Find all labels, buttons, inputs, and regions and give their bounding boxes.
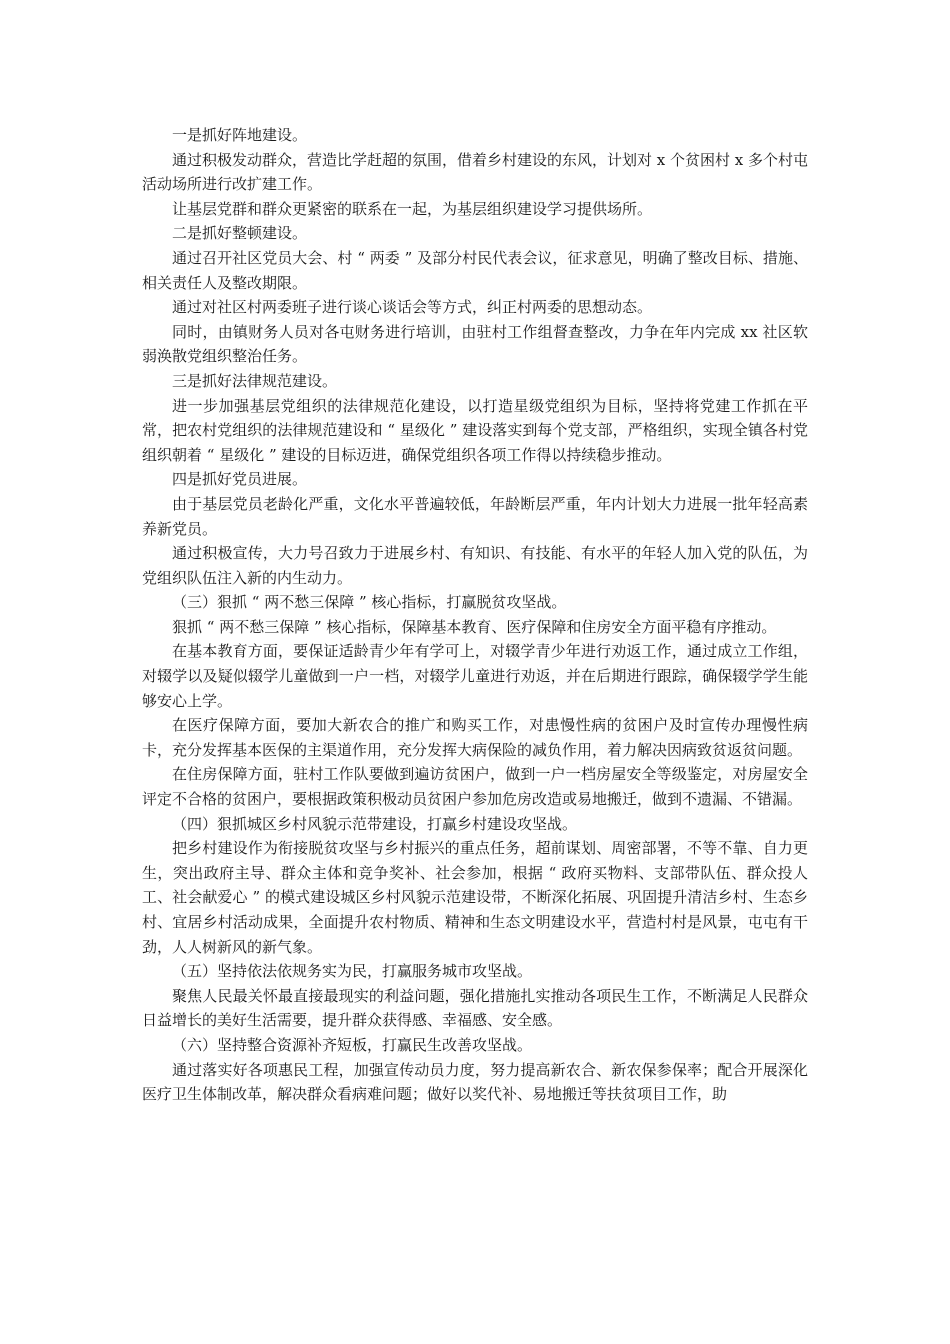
paragraph: 通过落实好各项惠民工程，加强宣传动员力度，努力提高新农合、新农保参保率；配合开展深化医疗卫生体制改革，解决群众看病难问题；做好以奖代补、易地搬迁等扶贫项目工作，助	[142, 1060, 808, 1104]
section-heading: （六）坚持整合资源补齐短板，打赢民生改善攻坚战。	[172, 1035, 533, 1054]
paragraph: 通过对社区村两委班子进行谈心谈话会等方式，纠正村两委的思想动态。	[172, 298, 653, 317]
section-heading: （五）坚持依法依规务实为民，打赢服务城市攻坚战。	[172, 962, 533, 981]
paragraph: 由于基层党员老龄化严重，文化水平普遍较低，年龄断层严重，年内计划大力进展一批年轻高素养新党员。	[142, 494, 808, 538]
paragraph: 同时，由镇财务人员对各屯财务进行培训，由驻村工作组督查整改，力争在年内完成 xx 社区软弱涣散党组织整治任务。	[142, 322, 808, 366]
paragraph: 二是抓好整顿建设。	[172, 224, 308, 243]
paragraph: 四是抓好党员进展。	[172, 470, 308, 489]
paragraph: 在住房保障方面，驻村工作队要做到遍访贫困户，做到一户一档房屋安全等级鉴定，对房屋安全评定不合格的贫困户，要根据政策积极动员贫困户参加危房改造或易地搬迁，做到不遗漏、不错漏。	[142, 765, 808, 809]
section-heading: （四）狠抓城区乡村风貌示范带建设，打赢乡村建设攻坚战。	[172, 814, 578, 833]
paragraph: 让基层党群和群众更紧密的联系在一起，为基层组织建设学习提供场所。	[172, 199, 653, 218]
paragraph: 一是抓好阵地建设。	[172, 126, 308, 144]
paragraph: 把乡村建设作为衔接脱贫攻坚与乡村振兴的重点任务，超前谋划、周密部署，不等不靠、自力更生，突出政府主导、群众主体和竞争奖补、社会参加，根据 “ 政府买物料、支部带队伍、群众投人工、社会献爱心 ” 的模式建设城区乡村风貌示范建设带，不断深化拓展、巩固提升清洁乡村、生态乡村、宜居乡村活动成果，全面提升农村物质、精神和生态文明建设水平，营造村村是风景，屯屯有干劲，人人树新风的新气象。	[142, 839, 808, 956]
paragraph: 在医疗保障方面，要加大新农合的推广和购买工作，对患慢性病的贫困户及时宣传办理慢性病卡，充分发挥基本医保的主渠道作用，充分发挥大病保险的减负作用，着力解决因病致贫返贫问题。	[142, 716, 808, 759]
section-heading: （三）狠抓 “ 两不愁三保障 ” 核心指标，打赢脱贫攻坚战。	[172, 593, 567, 612]
paragraph: 通过积极宣传，大力号召致力于进展乡村、有知识、有技能、有水平的年轻人加入党的队伍，为党组织队伍注入新的内生动力。	[142, 544, 808, 587]
paragraph: 狠抓 “ 两不愁三保障 ” 核心指标，保障基本教育、医疗保障和住房安全方面平稳有序推动。	[172, 617, 777, 636]
paragraph: 聚焦人民最关怀最直接最现实的利益问题，强化措施扎实推动各项民生工作，不断满足人民群众日益增长的美好生活需要，提升群众获得感、幸福感、安全感。	[142, 986, 808, 1030]
paragraph: 在基本教育方面，要保证适龄青少年有学可上，对辍学青少年进行劝返工作，通过成立工作组，对辍学以及疑似辍学儿童做到一户一档，对辍学儿童进行劝返，并在后期进行跟踪，确保辍学学生能够安心上学。	[142, 642, 808, 710]
paragraph: 三是抓好法律规范建设。	[172, 371, 338, 390]
paragraph: 通过积极发动群众，营造比学赶超的氛围，借着乡村建设的东风，计划对 x 个贫困村 x 多个村屯活动场所进行改扩建工作。	[142, 150, 808, 194]
paragraph: 进一步加强基层党组织的法律规范化建设，以打造星级党组织为目标，坚持将党建工作抓在平常，把农村党组织的法律规范建设和 “ 星级化 ” 建设落实到每个党支部，严格组织，实现全镇各村党组织朝着 “ 星级化 ” 建设的目标迈进，确保党组织各项工作得以持续稳步推动。	[142, 396, 808, 464]
paragraph: 通过召开社区党员大会、村 “ 两委 ” 及部分村民代表会议，征求意见，明确了整改目标、措施、相关责任人及整改期限。	[142, 248, 808, 292]
document-body	[142, 123, 808, 1107]
